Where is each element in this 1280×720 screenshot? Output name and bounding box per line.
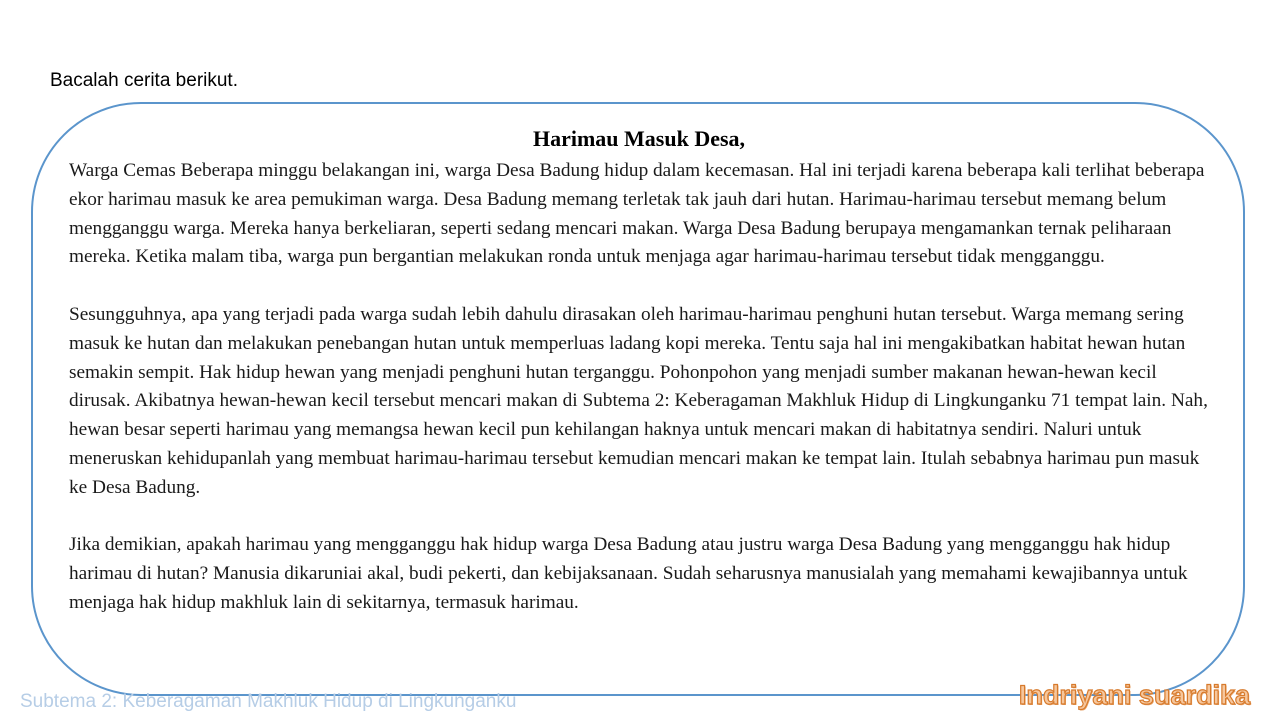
story-paragraph-3: Jika demikian, apakah harimau yang mengganggu hak hidup warga Desa Badung atau justru warga Desa Badung yang mengganggu hak hidup harimau di hutan? Manusia dikaruniai akal, budi pekerti, dan kebijaksanaan. Sudah seharusnya manusialah yang memahami kewajibannya untuk menjaga hak hidup makhluk lain di sekitarnya, termasuk harimau.: [69, 534, 1188, 613]
story-paragraph-2: Sesungguhnya, apa yang terjadi pada warga sudah lebih dahulu dirasakan oleh harimau-harimau penghuni hutan tersebut. Warga memang sering masuk ke hutan dan melakukan penebangan hutan untuk memperluas ladang kopi mereka. Tentu saja hal ini mengakibatkan habitat hewan hutan semakin sempit. Hak hidup hewan yang menjadi penghuni hutan terganggu. Pohonpohon yang menjadi sumber makanan hewan-hewan kecil dirusak. Akibatnya hewan-hewan kecil tersebut mencari makan di Subtema 2: Keberagaman Makhluk Hidup di Lingkunganku 71 tempat lain. Nah, hewan besar seperti harimau yang memangsa hewan kecil pun kehilangan haknya untuk mencari makan di habitatnya sendiri. Naluri untuk meneruskan kehidupanlah yang membuat harimau-harimau tersebut kemudian mencari makan ke tempat lain. Itulah sebabnya harimau pun masuk ke Desa Badung.: [69, 303, 1208, 498]
story-body: [69, 157, 1219, 618]
footer-subtema: Subtema 2: Keberagaman Makhluk Hidup di Lingkunganku: [20, 691, 517, 712]
author-watermark: Indriyani suardika: [1018, 680, 1250, 710]
story-paragraph-1: Warga Cemas Beberapa minggu belakangan ini, warga Desa Badung hidup dalam kecemasan. Hal ini terjadi karena beberapa kali terlihat beberapa ekor harimau masuk ke area pemukiman warga. Desa Badung memang terletak tak jauh dari hutan. Harimau-harimau tersebut memang belum mengganggu warga. Mereka hanya berkeliaran, seperti sedang mencari makan. Warga Desa Badung berupaya mengamankan ternak peliharaan mereka. Ketika malam tiba, warga pun bergantian melakukan ronda untuk menjaga agar harimau-harimau tersebut tidak mengganggu.: [69, 160, 1205, 268]
story-title: Harimau Masuk Desa,: [532, 126, 746, 151]
instruction-text: Bacalah cerita berikut.: [50, 70, 238, 91]
